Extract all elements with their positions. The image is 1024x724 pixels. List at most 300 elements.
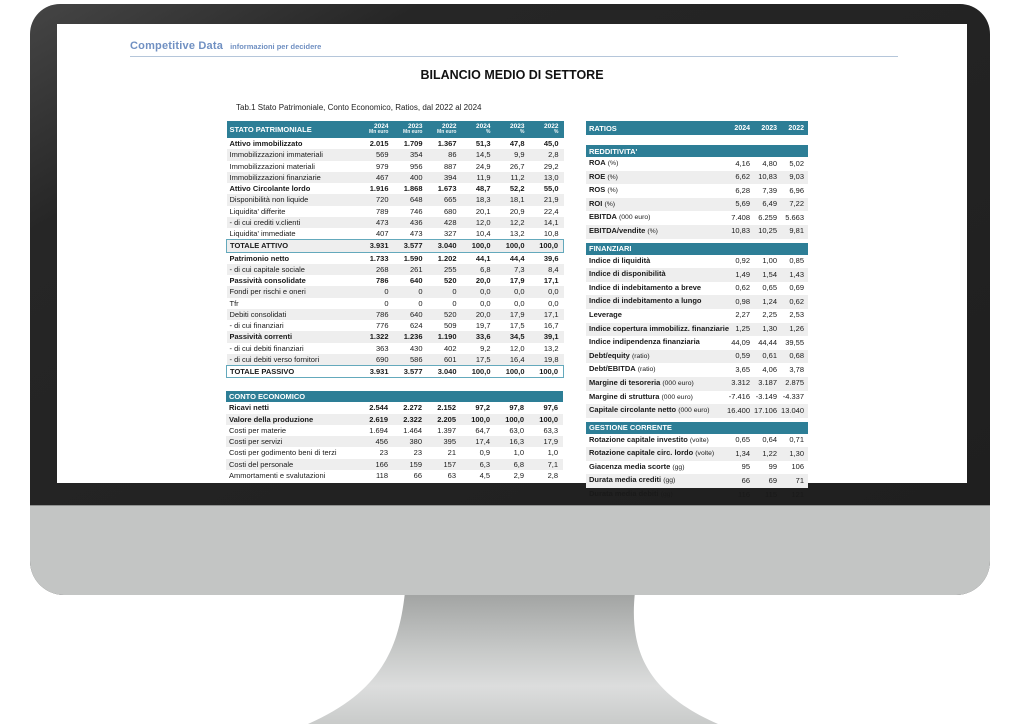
row-value: 3.040 bbox=[428, 366, 462, 378]
table-row bbox=[226, 402, 563, 413]
row-value: 12,0 bbox=[509, 343, 525, 353]
row-value: 44,44 bbox=[758, 337, 777, 347]
row-value: 2,9 bbox=[513, 470, 524, 480]
row-value: 0,85 bbox=[789, 256, 804, 266]
row-value: 1,25 bbox=[735, 324, 750, 334]
row-value: 0,9 bbox=[479, 448, 490, 458]
row-value: 2.205 bbox=[437, 414, 456, 424]
row-value: 13.040 bbox=[781, 405, 804, 415]
row-value: 786 bbox=[375, 276, 389, 285]
row-value: 6,96 bbox=[789, 185, 804, 195]
row-value: 39,55 bbox=[785, 337, 804, 347]
row-value: 789 bbox=[375, 206, 389, 216]
row-value: 1.709 bbox=[403, 139, 423, 148]
row-value: 7,39 bbox=[762, 185, 777, 195]
table-row bbox=[586, 225, 808, 239]
row-value: 1,34 bbox=[735, 448, 750, 458]
row-label: TOTALE ATTIVO bbox=[227, 240, 360, 252]
row-value: 0,65 bbox=[762, 283, 777, 293]
row-value: -4.337 bbox=[782, 392, 804, 401]
row-label: Margine di tesoreria (000 euro) bbox=[589, 377, 694, 387]
table-row bbox=[586, 211, 808, 225]
row-value: 19,7 bbox=[475, 321, 491, 330]
row-value: 6,62 bbox=[735, 172, 750, 182]
table-row bbox=[227, 149, 564, 160]
row-value: 11,2 bbox=[510, 172, 525, 182]
row-value: 16,3 bbox=[509, 437, 524, 446]
income-title: CONTO ECONOMICO bbox=[226, 391, 563, 402]
row-value: 33,6 bbox=[475, 332, 491, 342]
row-label: Indice di indebitamento a breve bbox=[589, 282, 702, 292]
row-value: 100,0 bbox=[462, 366, 496, 378]
row-value: 436 bbox=[409, 217, 423, 227]
row-value: 456 bbox=[375, 437, 388, 446]
table-row bbox=[227, 275, 564, 286]
row-value: 39,6 bbox=[543, 253, 559, 263]
table-row bbox=[586, 171, 808, 185]
row-label: Ricavi netti bbox=[229, 403, 270, 413]
row-value: 166 bbox=[375, 459, 388, 469]
row-label: Ammortamenti e svalutazioni bbox=[229, 470, 326, 480]
row-value: 3.931 bbox=[360, 240, 394, 252]
row-label: Passività consolidate bbox=[229, 276, 306, 285]
row-value: 3.040 bbox=[428, 240, 462, 252]
row-value: 64,7 bbox=[475, 425, 490, 435]
table-row bbox=[227, 161, 564, 172]
logo bbox=[130, 36, 321, 54]
row-value: 21,9 bbox=[543, 195, 559, 205]
row-value: 52,2 bbox=[509, 184, 525, 193]
row-value: 6.259 bbox=[758, 212, 777, 222]
col-header: 2023 bbox=[754, 121, 781, 135]
row-value: 3,78 bbox=[789, 364, 804, 374]
row-value: 0,0 bbox=[548, 287, 559, 297]
table-row bbox=[586, 157, 808, 171]
table-row bbox=[227, 298, 564, 309]
table-row bbox=[226, 470, 563, 481]
row-value: 690 bbox=[375, 354, 389, 364]
table-row bbox=[227, 286, 564, 297]
row-label: Fondi per rischi e oneri bbox=[229, 287, 306, 297]
row-value: 17,5 bbox=[509, 321, 525, 330]
row-value: 10,4 bbox=[475, 229, 491, 238]
table-row bbox=[227, 354, 564, 366]
row-value: 121 bbox=[791, 489, 804, 499]
row-value: 66 bbox=[741, 475, 750, 485]
row-value: 887 bbox=[443, 161, 457, 171]
row-value: 4,06 bbox=[762, 364, 777, 374]
row-value: 0,59 bbox=[735, 351, 750, 361]
row-value: 261 bbox=[409, 264, 423, 274]
row-value: 44,1 bbox=[475, 253, 491, 263]
row-value: 10,83 bbox=[758, 172, 777, 182]
redditivita-section bbox=[586, 145, 808, 239]
row-value: 746 bbox=[409, 206, 423, 216]
row-label: - di cui debiti verso fornitori bbox=[229, 354, 320, 364]
row-value: 1,0 bbox=[547, 448, 559, 458]
table-row bbox=[227, 228, 564, 240]
row-label: ROI (%) bbox=[589, 198, 616, 208]
row-value: 86 bbox=[448, 150, 457, 160]
row-label: Costi per godimento beni di terzi bbox=[229, 448, 337, 458]
row-value: 2,8 bbox=[548, 150, 559, 160]
row-value: 63,0 bbox=[509, 425, 524, 435]
row-value: 55,0 bbox=[543, 184, 559, 193]
income-header bbox=[226, 391, 563, 402]
row-value: 6,49 bbox=[762, 199, 777, 209]
row-value: 1.694 bbox=[369, 425, 388, 435]
row-value: 428 bbox=[443, 217, 457, 227]
row-value: 520 bbox=[443, 276, 457, 285]
row-value: 1.916 bbox=[369, 184, 389, 193]
row-value: 18,3 bbox=[475, 195, 491, 205]
row-label: Costi per servizi bbox=[229, 437, 283, 446]
row-value: 956 bbox=[409, 161, 423, 171]
row-value: 640 bbox=[409, 309, 423, 319]
row-value: 13,2 bbox=[543, 343, 559, 353]
row-label: Rotazione capitale investito (volte) bbox=[589, 434, 709, 444]
row-value: 16.400 bbox=[727, 405, 750, 415]
table-row bbox=[226, 447, 563, 458]
row-label: Attivo Circolante lordo bbox=[229, 184, 311, 193]
row-label: ROA (%) bbox=[589, 158, 619, 167]
table-row bbox=[227, 183, 564, 194]
row-value: 1,30 bbox=[762, 324, 777, 334]
row-value: 95 bbox=[741, 462, 750, 472]
row-value: 0 bbox=[418, 298, 423, 308]
row-value: 3.312 bbox=[731, 378, 750, 388]
row-value: 1.733 bbox=[369, 253, 389, 263]
row-value: 2.875 bbox=[785, 378, 804, 388]
row-value: 1,00 bbox=[762, 256, 777, 266]
row-value: 17.106 bbox=[754, 405, 777, 415]
table-row bbox=[226, 414, 563, 425]
table-row bbox=[586, 377, 808, 391]
row-value: 601 bbox=[443, 354, 457, 364]
row-value: 3.931 bbox=[360, 366, 394, 378]
row-value: 7,3 bbox=[514, 264, 525, 274]
table-row bbox=[586, 350, 808, 364]
row-value: 20,1 bbox=[475, 206, 491, 216]
row-value: 0,69 bbox=[789, 283, 804, 293]
row-value: 1.236 bbox=[403, 332, 423, 342]
row-value: 18,1 bbox=[509, 195, 525, 205]
row-value: 2,53 bbox=[789, 310, 804, 320]
row-value: 0,65 bbox=[735, 435, 750, 445]
row-value: 10,25 bbox=[758, 226, 777, 236]
row-value: 22,4 bbox=[543, 206, 559, 216]
row-value: 0 bbox=[452, 298, 457, 308]
row-value: 0,92 bbox=[735, 256, 750, 266]
row-label: Leverage bbox=[589, 309, 622, 319]
row-value: 0,98 bbox=[735, 296, 750, 306]
brand-name: Competitive Data bbox=[130, 40, 224, 52]
table-caption: Tab.1 Stato Patrimoniale, Conto Economico, Ratios, dal 2022 al 2024 bbox=[236, 103, 482, 112]
table-row bbox=[586, 434, 808, 448]
row-value: 1.322 bbox=[369, 332, 389, 342]
row-value: 20,9 bbox=[509, 206, 525, 216]
row-value: 473 bbox=[409, 229, 423, 238]
row-label: Costi del personale bbox=[229, 459, 294, 469]
row-value: 354 bbox=[409, 150, 423, 160]
row-value: 1.190 bbox=[437, 332, 457, 342]
row-value: 63 bbox=[447, 470, 456, 480]
row-value: 0,62 bbox=[789, 296, 804, 306]
row-value: 1.868 bbox=[403, 184, 423, 193]
row-value: 2.152 bbox=[437, 403, 456, 413]
row-value: 6,8 bbox=[480, 264, 491, 274]
table-row bbox=[227, 320, 564, 331]
row-value: 19,8 bbox=[543, 354, 559, 364]
row-value: 0 bbox=[418, 287, 423, 297]
row-value: 34,5 bbox=[509, 332, 525, 342]
row-value: 1.202 bbox=[437, 253, 457, 263]
row-value: 100,0 bbox=[471, 414, 490, 424]
row-label: EBITDA/vendite (%) bbox=[589, 225, 658, 235]
col-header: 2022 Mn euro bbox=[428, 121, 462, 138]
table-row bbox=[227, 343, 564, 354]
table-row bbox=[586, 282, 808, 296]
row-label: Indice di liquidità bbox=[589, 255, 651, 265]
row-value: 106 bbox=[791, 462, 804, 472]
row-value: 680 bbox=[443, 206, 457, 216]
row-value: 118 bbox=[376, 470, 388, 480]
row-value: 395 bbox=[443, 437, 456, 446]
row-value: 16,7 bbox=[543, 321, 559, 330]
row-value: 0,0 bbox=[480, 298, 491, 308]
row-label: Costi per materie bbox=[229, 425, 287, 435]
row-label: - di cui crediti v.clienti bbox=[229, 217, 301, 227]
screen bbox=[57, 24, 967, 499]
table-row bbox=[227, 252, 564, 264]
row-value: 1.590 bbox=[403, 253, 423, 263]
table-row bbox=[586, 474, 808, 488]
row-value: 2,25 bbox=[762, 310, 777, 320]
row-value: 12,2 bbox=[509, 217, 525, 227]
row-value: 12,0 bbox=[475, 217, 491, 227]
row-value: 776 bbox=[375, 321, 389, 330]
row-value: 10,83 bbox=[731, 226, 750, 236]
row-value: 17,1 bbox=[543, 309, 559, 319]
page-title: BILANCIO MEDIO DI SETTORE bbox=[420, 68, 604, 82]
row-value: 402 bbox=[443, 343, 457, 353]
row-label: Liquidita' immediate bbox=[229, 229, 296, 238]
row-value: 0,62 bbox=[735, 283, 750, 293]
row-value: 23 bbox=[413, 448, 422, 458]
row-value: -7.416 bbox=[728, 392, 750, 401]
row-label: Disponibilità non liquide bbox=[229, 195, 309, 205]
row-value: 586 bbox=[409, 354, 423, 364]
row-label: Immobilizzazioni materiali bbox=[229, 161, 315, 171]
row-value: 2,8 bbox=[547, 470, 559, 480]
row-value: 100,0 bbox=[530, 240, 564, 252]
row-value: 10,8 bbox=[543, 229, 559, 238]
table-row bbox=[586, 363, 808, 377]
row-value: 4,5 bbox=[479, 470, 490, 480]
row-value: 2.322 bbox=[403, 414, 422, 424]
row-value: 0 bbox=[452, 287, 457, 297]
row-value: 509 bbox=[443, 321, 457, 330]
row-value: 66 bbox=[413, 470, 422, 480]
row-label: ROE (%) bbox=[589, 171, 618, 181]
row-value: 97,8 bbox=[509, 403, 524, 413]
finanziari-section bbox=[586, 243, 808, 418]
table-row bbox=[227, 138, 564, 149]
table-row bbox=[586, 184, 808, 198]
row-value: 786 bbox=[375, 309, 389, 319]
ratios-header-table bbox=[586, 121, 808, 135]
row-value: 0 bbox=[384, 298, 389, 308]
row-value: 640 bbox=[409, 276, 423, 285]
table-row bbox=[227, 264, 564, 275]
row-value: -3.149 bbox=[755, 392, 777, 401]
row-value: 0,0 bbox=[514, 287, 525, 297]
row-value: 400 bbox=[409, 172, 423, 182]
row-label: Attivo immobilizzato bbox=[229, 139, 303, 148]
row-value: 7,22 bbox=[789, 199, 804, 209]
row-value: 0,0 bbox=[480, 287, 491, 297]
table-row bbox=[586, 295, 808, 309]
row-value: 17,9 bbox=[509, 276, 525, 285]
row-value: 0,64 bbox=[762, 435, 777, 445]
table-row bbox=[586, 488, 808, 502]
row-value: 0,68 bbox=[789, 351, 804, 361]
row-value: 9,2 bbox=[480, 343, 491, 353]
row-value: 9,03 bbox=[789, 172, 804, 182]
table-row bbox=[586, 404, 808, 418]
table-row bbox=[586, 461, 808, 475]
row-value: 21 bbox=[447, 448, 456, 458]
balance-header bbox=[227, 121, 564, 138]
row-value: 71 bbox=[795, 475, 804, 485]
row-value: 157 bbox=[443, 459, 456, 469]
row-value: 63,3 bbox=[543, 425, 559, 435]
row-label: Indice di disponibilità bbox=[589, 269, 666, 279]
row-value: 17,5 bbox=[475, 354, 491, 364]
table-row bbox=[586, 268, 808, 282]
row-value: 380 bbox=[409, 437, 422, 446]
row-label: Patrimonio netto bbox=[229, 253, 290, 263]
balance-title: STATO PATRIMONIALE bbox=[227, 121, 360, 138]
row-value: 20,0 bbox=[475, 309, 491, 319]
ratios-title: RATIOS bbox=[586, 121, 727, 135]
section-title: FINANZIARI bbox=[586, 243, 808, 255]
header-rule bbox=[130, 56, 898, 57]
row-value: 116 bbox=[738, 489, 750, 499]
row-value: 8,4 bbox=[548, 264, 559, 274]
table-row bbox=[586, 309, 808, 323]
row-value: 16,4 bbox=[509, 354, 525, 364]
table-row bbox=[227, 217, 564, 228]
row-value: 1,0 bbox=[513, 448, 524, 458]
row-value: 2,27 bbox=[735, 310, 750, 320]
row-value: 1,49 bbox=[735, 269, 750, 279]
row-value: 7,1 bbox=[547, 459, 559, 469]
table-row bbox=[586, 255, 808, 269]
row-value: 29,2 bbox=[543, 161, 559, 171]
row-label: Indice di indebitamento a lungo bbox=[589, 296, 702, 306]
row-label: TOTALE PASSIVO bbox=[227, 366, 360, 378]
row-value: 100,0 bbox=[462, 240, 496, 252]
row-value: 1.464 bbox=[403, 425, 422, 435]
row-value: 47,8 bbox=[509, 139, 525, 148]
row-value: 45,0 bbox=[543, 139, 559, 148]
row-value: 624 bbox=[409, 321, 423, 330]
row-value: 23 bbox=[379, 448, 388, 458]
row-value: 2.015 bbox=[369, 139, 389, 148]
row-value: 1,22 bbox=[762, 448, 777, 458]
col-header: 2022 bbox=[781, 121, 808, 135]
row-value: 2.544 bbox=[369, 403, 388, 413]
row-value: 2.272 bbox=[403, 403, 422, 413]
row-value: 9,9 bbox=[514, 150, 525, 160]
row-value: 44,09 bbox=[731, 337, 750, 347]
table-row bbox=[226, 425, 563, 436]
row-value: 97,6 bbox=[543, 403, 559, 413]
row-value: 48,7 bbox=[475, 184, 491, 193]
col-header: 2022 % bbox=[530, 121, 564, 138]
gestione-corrente-section bbox=[586, 422, 808, 502]
table-row bbox=[227, 240, 564, 252]
row-value: 100,0 bbox=[496, 240, 530, 252]
col-header: 2024 % bbox=[462, 121, 496, 138]
row-value: 6,8 bbox=[513, 459, 524, 469]
row-value: 20,0 bbox=[475, 276, 491, 285]
right-column bbox=[586, 121, 808, 502]
row-label: Liquidita' differite bbox=[229, 206, 286, 216]
row-value: 17,1 bbox=[543, 276, 559, 285]
row-value: 430 bbox=[409, 343, 423, 353]
row-value: 0,71 bbox=[789, 435, 804, 445]
row-value: 11,9 bbox=[476, 172, 491, 182]
row-label: Valore della produzione bbox=[229, 414, 314, 424]
row-value: 100,0 bbox=[530, 366, 564, 378]
row-label: Indice indipendenza finanziaria bbox=[589, 337, 700, 347]
row-value: 14,5 bbox=[475, 150, 491, 160]
row-label: EBITDA (000 euro) bbox=[589, 212, 651, 222]
row-label: Tfr bbox=[229, 298, 239, 308]
row-value: 3.577 bbox=[394, 366, 428, 378]
row-value: 4,16 bbox=[735, 158, 750, 168]
table-row bbox=[227, 366, 564, 378]
table-row bbox=[227, 206, 564, 217]
row-value: 9,81 bbox=[789, 226, 804, 236]
row-value: 100,0 bbox=[505, 414, 524, 424]
row-label: Capitale circolante netto (000 euro) bbox=[589, 405, 710, 415]
row-label: Immobilizzazioni immateriali bbox=[229, 150, 323, 160]
row-value: 97,2 bbox=[475, 403, 490, 413]
table-row bbox=[227, 194, 564, 205]
row-label: Debt/equity (ratio) bbox=[589, 350, 650, 360]
row-value: 1,54 bbox=[762, 269, 777, 279]
row-value: 0 bbox=[384, 287, 389, 297]
row-value: 2.619 bbox=[369, 414, 388, 424]
row-value: 0,0 bbox=[514, 298, 525, 308]
row-value: 520 bbox=[443, 309, 457, 319]
table-row bbox=[227, 172, 564, 183]
col-header: 2023 % bbox=[496, 121, 530, 138]
row-value: 6,28 bbox=[735, 185, 750, 195]
row-label: Indice copertura immobilizz. finanziarie bbox=[589, 323, 730, 333]
row-value: 255 bbox=[443, 264, 457, 274]
row-label: - di cui debiti finanziari bbox=[229, 343, 304, 353]
section-title: REDDITIVITA' bbox=[586, 145, 808, 157]
monitor-frame bbox=[30, 4, 990, 595]
row-value: 648 bbox=[409, 195, 423, 205]
row-value: 24,9 bbox=[475, 161, 491, 171]
row-value: 665 bbox=[443, 195, 457, 205]
row-value: 26,7 bbox=[509, 161, 525, 171]
